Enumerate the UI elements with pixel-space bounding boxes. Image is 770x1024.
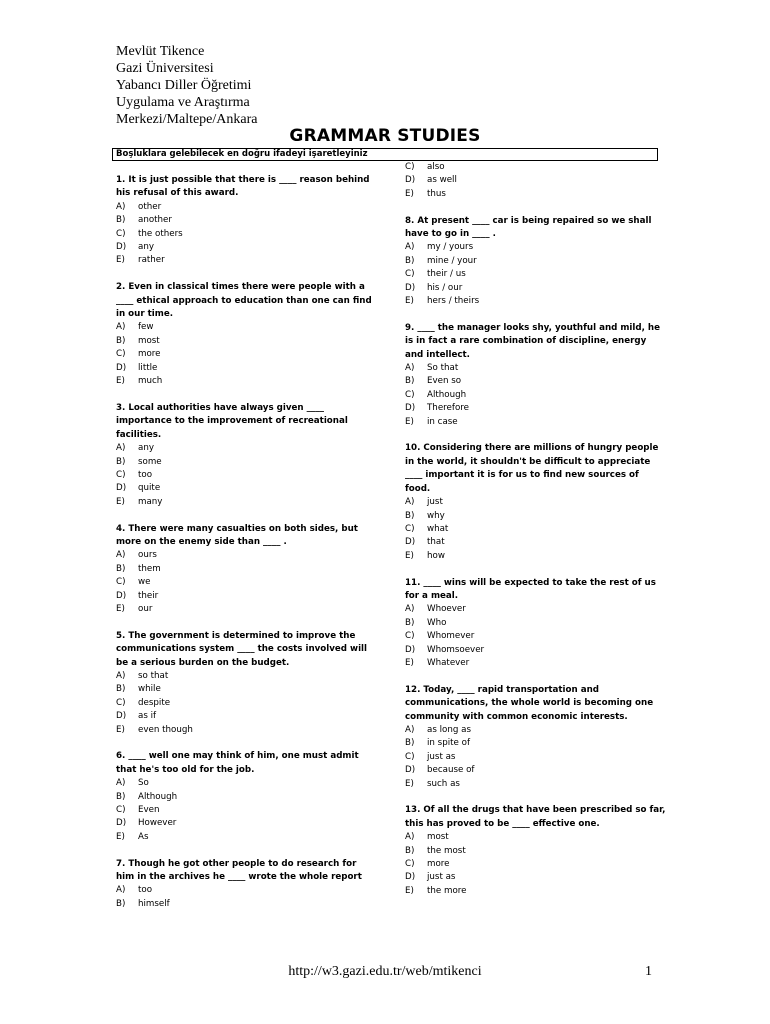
option-text: the others	[138, 228, 183, 239]
question-text: 9. ____ the manager looks shy, youthful and mild, he is in fact a rare combination of discipline, energy and intellect.	[405, 322, 660, 360]
option-text: too	[138, 885, 153, 896]
option-letter: D)	[116, 818, 127, 829]
answer-option	[405, 737, 667, 750]
answer-option	[405, 871, 667, 884]
option-text: thus	[427, 188, 446, 199]
answer-option	[405, 161, 667, 174]
question-block	[405, 215, 667, 309]
answer-option	[405, 724, 667, 737]
option-letter: A)	[116, 201, 126, 212]
option-text: his / our	[427, 282, 463, 293]
answer-option	[116, 375, 376, 388]
option-letter: E)	[116, 831, 125, 842]
option-letter: A)	[405, 604, 415, 615]
option-text: that	[427, 537, 445, 548]
question-text: 3. Local authorities have always given ____ importance to the improvement of recreational facilities.	[116, 402, 348, 440]
question-text: 11. ____ wins will be expected to take the rest of us for a meal.	[405, 577, 656, 601]
option-text: himself	[138, 898, 170, 909]
option-letter: B)	[116, 215, 126, 226]
option-text: our	[138, 603, 153, 614]
option-letter: C)	[116, 697, 126, 708]
option-text: other	[138, 201, 162, 212]
option-letter: D)	[405, 175, 416, 186]
option-text: just as	[427, 872, 456, 883]
answer-option	[116, 321, 376, 334]
answer-option	[405, 416, 667, 429]
option-text: Although	[427, 389, 467, 400]
answer-option	[405, 845, 667, 858]
option-text: the more	[427, 885, 467, 896]
option-letter: C)	[405, 269, 415, 280]
option-text: most	[427, 832, 449, 843]
option-text: any	[138, 443, 154, 454]
option-text: too	[138, 469, 153, 480]
option-text: Whomever	[427, 631, 475, 642]
option-text: little	[138, 362, 158, 373]
option-letter: D)	[405, 282, 416, 293]
option-letter: E)	[405, 188, 414, 199]
option-letter: E)	[116, 255, 125, 266]
option-text: rather	[138, 255, 165, 266]
option-text: as well	[427, 175, 457, 186]
option-text: the most	[427, 845, 466, 856]
answer-option	[116, 442, 376, 455]
answer-option	[405, 603, 667, 616]
answer-option	[405, 657, 667, 670]
header-line: Gazi Üniversitesi	[116, 61, 214, 76]
option-text: so that	[138, 670, 169, 681]
option-letter: D)	[116, 483, 127, 494]
answer-option	[116, 254, 376, 267]
option-letter: B)	[116, 684, 126, 695]
option-letter: A)	[116, 778, 126, 789]
answer-option	[405, 751, 667, 764]
answer-option	[405, 174, 667, 187]
answer-option	[116, 482, 376, 495]
question-block	[116, 858, 376, 912]
answer-option	[116, 496, 376, 509]
question-block	[405, 577, 667, 671]
answer-option	[116, 884, 376, 897]
option-text: because of	[427, 765, 475, 776]
answer-option	[116, 777, 376, 790]
option-letter: A)	[405, 832, 415, 843]
question-block	[405, 322, 667, 429]
option-letter: D)	[405, 765, 416, 776]
option-letter: B)	[116, 898, 126, 909]
option-letter: C)	[116, 228, 126, 239]
answer-option	[116, 228, 376, 241]
answer-option	[116, 683, 376, 696]
option-letter: A)	[405, 363, 415, 374]
answer-option	[116, 710, 376, 723]
option-letter: B)	[405, 617, 415, 628]
option-letter: E)	[405, 885, 414, 896]
option-text: many	[138, 496, 163, 507]
option-text: few	[138, 322, 154, 333]
question-text: 10. Considering there are millions of hungry people in the world, it shouldn't be difficult to appreciate ____ important it is for us to find new sources of food.	[405, 443, 659, 494]
question-block	[116, 750, 376, 844]
option-text: another	[138, 215, 172, 226]
answer-option	[405, 523, 667, 536]
option-letter: D)	[116, 242, 127, 253]
option-text: Whatever	[427, 657, 470, 668]
option-text: However	[138, 818, 177, 829]
option-letter: A)	[116, 443, 126, 454]
option-letter: C)	[405, 389, 415, 400]
option-letter: A)	[405, 242, 415, 253]
option-text: Who	[427, 617, 447, 628]
option-letter: C)	[116, 469, 126, 480]
question-text: 2. Even in classical times there were people with a ____ ethical approach to education than one can find in our time.	[116, 282, 372, 320]
answer-option	[116, 549, 376, 562]
option-letter: C)	[405, 631, 415, 642]
header-line: Mevlüt Tikence	[116, 44, 205, 59]
left-question-column	[116, 174, 376, 925]
option-letter: C)	[405, 162, 415, 172]
answer-option	[116, 724, 376, 737]
answer-option	[116, 670, 376, 683]
option-letter: B)	[405, 845, 415, 856]
option-text: Although	[138, 791, 178, 802]
option-letter: A)	[405, 724, 415, 735]
option-letter: B)	[405, 738, 415, 749]
question-block	[116, 630, 376, 737]
option-text: So	[138, 778, 149, 789]
question-text: 12. Today, ____ rapid transportation and communications, the whole world is becoming one community with common economic interests.	[405, 684, 654, 722]
answer-option	[405, 375, 667, 388]
option-text: As	[138, 831, 149, 842]
answer-option	[116, 791, 376, 804]
option-letter: E)	[405, 657, 414, 668]
option-text: how	[427, 550, 445, 561]
option-letter: B)	[116, 456, 126, 467]
option-text: Therefore	[427, 403, 469, 414]
option-text: ours	[138, 550, 157, 561]
option-letter: C)	[405, 523, 415, 534]
answer-option	[116, 201, 376, 214]
option-letter: D)	[116, 590, 127, 601]
answer-option	[405, 188, 667, 201]
question-text: 1. It is just possible that there is ____ reason behind his refusal of this award.	[116, 175, 370, 199]
answer-option	[116, 590, 376, 603]
option-text: most	[138, 335, 160, 346]
question-block	[116, 402, 376, 509]
option-text: in spite of	[427, 738, 471, 749]
answer-option	[116, 576, 376, 589]
option-text: while	[138, 684, 161, 695]
option-letter: B)	[116, 335, 126, 346]
instruction-box: Boşluklara gelebilecek en doğru ifadeyi işaretleyiniz	[112, 148, 658, 161]
answer-option	[116, 469, 376, 482]
footer-url: http://w3.gazi.edu.tr/web/mtikenci	[288, 964, 482, 979]
option-text: them	[138, 563, 161, 574]
option-text: hers / theirs	[427, 296, 480, 307]
option-text: Whoever	[427, 604, 466, 615]
answer-option	[405, 282, 667, 295]
answer-option	[116, 214, 376, 227]
option-letter: C)	[116, 349, 126, 360]
page-number: 1	[645, 964, 652, 979]
option-letter: C)	[116, 577, 126, 588]
answer-option	[405, 362, 667, 375]
option-letter: D)	[405, 872, 416, 883]
option-text: despite	[138, 697, 171, 708]
question-text: 7. Though he got other people to do research for him in the archives he ____ wrote the whole report	[116, 858, 362, 883]
option-letter: D)	[405, 403, 416, 414]
option-text: we	[138, 577, 151, 588]
option-text: just	[427, 497, 443, 508]
author-header	[116, 43, 258, 128]
answer-option	[405, 630, 667, 643]
answer-option	[405, 536, 667, 549]
question-text: 8. At present ____ car is being repaired so we shall have to go in ____ .	[405, 215, 652, 240]
option-text: why	[427, 510, 445, 521]
option-text: quite	[138, 483, 161, 494]
option-text: such as	[427, 778, 460, 789]
answer-option	[116, 348, 376, 361]
answer-option	[405, 402, 667, 415]
option-text: much	[138, 376, 163, 387]
option-letter: E)	[405, 296, 414, 307]
option-letter: A)	[116, 550, 126, 561]
option-letter: E)	[405, 416, 414, 427]
answer-option	[405, 550, 667, 563]
answer-option	[116, 831, 376, 844]
answer-option	[405, 496, 667, 509]
question-block	[405, 804, 667, 898]
question-block	[116, 174, 376, 268]
option-text: more	[138, 349, 161, 360]
option-letter: D)	[405, 537, 416, 548]
question-text: 4. There were many casualties on both sides, but more on the enemy side than ____ .	[116, 523, 358, 547]
option-text: also	[427, 162, 445, 172]
option-text: as long as	[427, 724, 471, 735]
option-letter: B)	[116, 791, 126, 802]
option-text: mine / your	[427, 255, 477, 266]
question-text: 5. The government is determined to improve the communications system ____ the costs involved will be a serious burden on the budget.	[116, 630, 368, 668]
option-letter: A)	[405, 497, 415, 508]
option-text: Even so	[427, 376, 462, 387]
question-block	[116, 523, 376, 617]
question-block	[405, 684, 667, 791]
question-text: 6. ____ well one may think of him, one must admit that he's too old for the job.	[116, 751, 359, 775]
answer-option	[116, 456, 376, 469]
answer-option	[405, 885, 667, 898]
option-letter: E)	[116, 603, 125, 614]
answer-option	[405, 510, 667, 523]
question-block	[405, 161, 667, 201]
option-text: any	[138, 242, 154, 253]
answer-option	[116, 335, 376, 348]
option-text: their / us	[427, 269, 466, 280]
option-text: Whomsoever	[427, 644, 485, 655]
option-text: some	[138, 456, 162, 467]
answer-option	[116, 362, 376, 375]
option-letter: E)	[405, 550, 414, 561]
option-text: their	[138, 590, 159, 601]
answer-option	[116, 817, 376, 830]
answer-option	[405, 389, 667, 402]
answer-option	[116, 898, 376, 911]
page-title: GRAMMAR STUDIES	[289, 126, 481, 146]
option-text: what	[427, 523, 449, 534]
answer-option	[405, 644, 667, 657]
option-text: my / yours	[427, 242, 474, 253]
option-letter: C)	[405, 859, 415, 870]
question-text: 13. Of all the drugs that have been prescribed so far, this has proved to be ____ effective one.	[405, 805, 666, 829]
option-letter: C)	[405, 751, 415, 762]
answer-option	[116, 603, 376, 616]
answer-option	[405, 255, 667, 268]
answer-option	[116, 241, 376, 254]
option-letter: E)	[116, 724, 125, 735]
option-letter: D)	[116, 711, 127, 722]
right-question-column	[405, 161, 667, 912]
option-letter: B)	[116, 563, 126, 574]
question-block	[405, 442, 667, 563]
option-letter: E)	[116, 496, 125, 507]
option-letter: B)	[405, 510, 415, 521]
option-letter: A)	[116, 322, 126, 333]
header-line: Merkezi/Maltepe/Ankara	[116, 112, 258, 127]
option-letter: C)	[116, 805, 126, 816]
option-letter: A)	[116, 670, 126, 681]
answer-option	[405, 764, 667, 777]
answer-option	[405, 858, 667, 871]
answer-option	[405, 617, 667, 630]
option-letter: A)	[116, 885, 126, 896]
option-text: even though	[138, 724, 193, 735]
option-letter: E)	[405, 778, 414, 789]
answer-option	[405, 295, 667, 308]
header-line: Uygulama ve Araştırma	[116, 95, 250, 110]
answer-option	[116, 697, 376, 710]
answer-option	[116, 804, 376, 817]
option-text: Even	[138, 805, 160, 816]
answer-option	[405, 268, 667, 281]
option-text: So that	[427, 363, 459, 374]
answer-option	[405, 778, 667, 791]
option-letter: D)	[116, 362, 127, 373]
option-letter: E)	[116, 376, 125, 387]
answer-option	[405, 241, 667, 254]
option-text: as if	[138, 711, 157, 722]
answer-option	[116, 563, 376, 576]
option-letter: B)	[405, 255, 415, 266]
option-text: more	[427, 859, 450, 870]
header-line: Yabancı Diller Öğretimi	[116, 78, 252, 93]
option-letter: D)	[405, 644, 416, 655]
option-text: in case	[427, 416, 458, 427]
option-letter: B)	[405, 376, 415, 387]
question-block	[116, 281, 376, 388]
option-text: just as	[427, 751, 456, 762]
answer-option	[405, 831, 667, 844]
